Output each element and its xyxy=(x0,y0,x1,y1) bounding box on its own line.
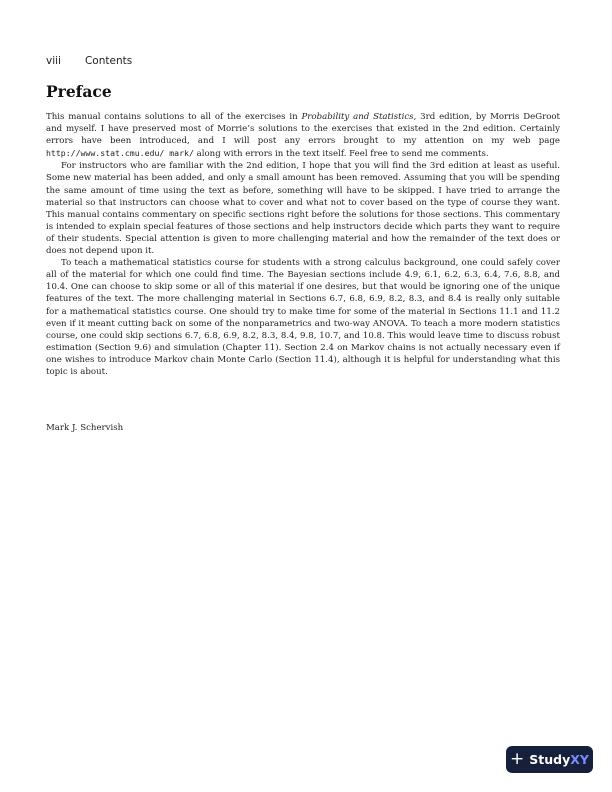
author-signature: Mark J. Schervish xyxy=(46,423,124,433)
page-title: Preface xyxy=(46,82,112,101)
plus-icon: + xyxy=(510,749,525,769)
paragraph-1-part-c: along with errors in the text itself. Feel free to send me comments. xyxy=(193,149,489,160)
paragraph-3: To teach a mathematical statistics course for students with a strong calculus background, one could safely cover all of the material for which one could find time. The Bayesian sections include 4.9, 6.1, 6.2, 6.3, 6.4, 7.6, 8.8, and 10.4. One can choose to skip some or all of this material if one desires, but that would be ignoring one of the unique features of the text. The more challenging material in Sections 6.7, 6.8, 6.9, 8.2, 8.3, and 8.4 is really only suitable for a mathematical statistics course. One should try to make time for some of the material in Sections 11.1 and 11.2 even if it meant cutting back on some of the nonparametrics and two-way ANOVA. To teach a more modern statistics course, one could skip sections 6.7, 6.8, 6.9, 8.2, 8.3, 8.4, 9.8, 10.7, and 10.8. This would leave time to discuss robust estimation (Section 9.6) and simulation (Chapter 11). Section 2.4 on Markov chains is not actually necessary even if one wishes to introduce Markov chain Monte Carlo (Section 11.4), although it is helpful for understanding what this topic is about. xyxy=(46,258,560,377)
page-number: viii xyxy=(46,55,61,67)
preface-body xyxy=(46,111,560,378)
brand-accent: XY xyxy=(570,752,589,767)
paragraph-1-part-b: , 3rd edition, by Morris DeGroot and myself. I have preserved most of Morrie’s solutions to the exercises that existed in the 2nd edition. Certainly errors have been introduced, and I will post any errors brought to my attention on my web page xyxy=(46,112,560,147)
brand-name xyxy=(529,752,589,767)
book-title: Probability and Statistics xyxy=(301,112,414,122)
web-page-url: http://www.stat.cmu.edu/ mark/ xyxy=(46,148,194,159)
studyxy-watermark-badge[interactable] xyxy=(506,746,593,773)
paragraph-1 xyxy=(46,111,560,160)
paragraph-1-part-a: This manual contains solutions to all of the exercises in xyxy=(46,112,302,122)
brand-main: Study xyxy=(529,752,571,767)
paragraph-2: For instructors who are familiar with the 2nd edition, I hope that you will find the 3rd edition at least as useful. Some new material has been added, and only a small amount has been removed. Assuming that you will be spending the same amount of time using the text as before, something will have to be skipped. I have tried to arrange the material so that instructors can choose what to cover and what not to cover based on the type of course they want. This manual contains commentary on specific sections right before the solutions for those sections. This commentary is intended to explain special features of those sections and help instructors decide which parts they want to require of their students. Special attention is given to more challenging material and how the remainder of the text does or does not depend upon it. xyxy=(46,161,560,257)
running-header xyxy=(46,55,132,67)
running-header-section: Contents xyxy=(84,55,133,67)
